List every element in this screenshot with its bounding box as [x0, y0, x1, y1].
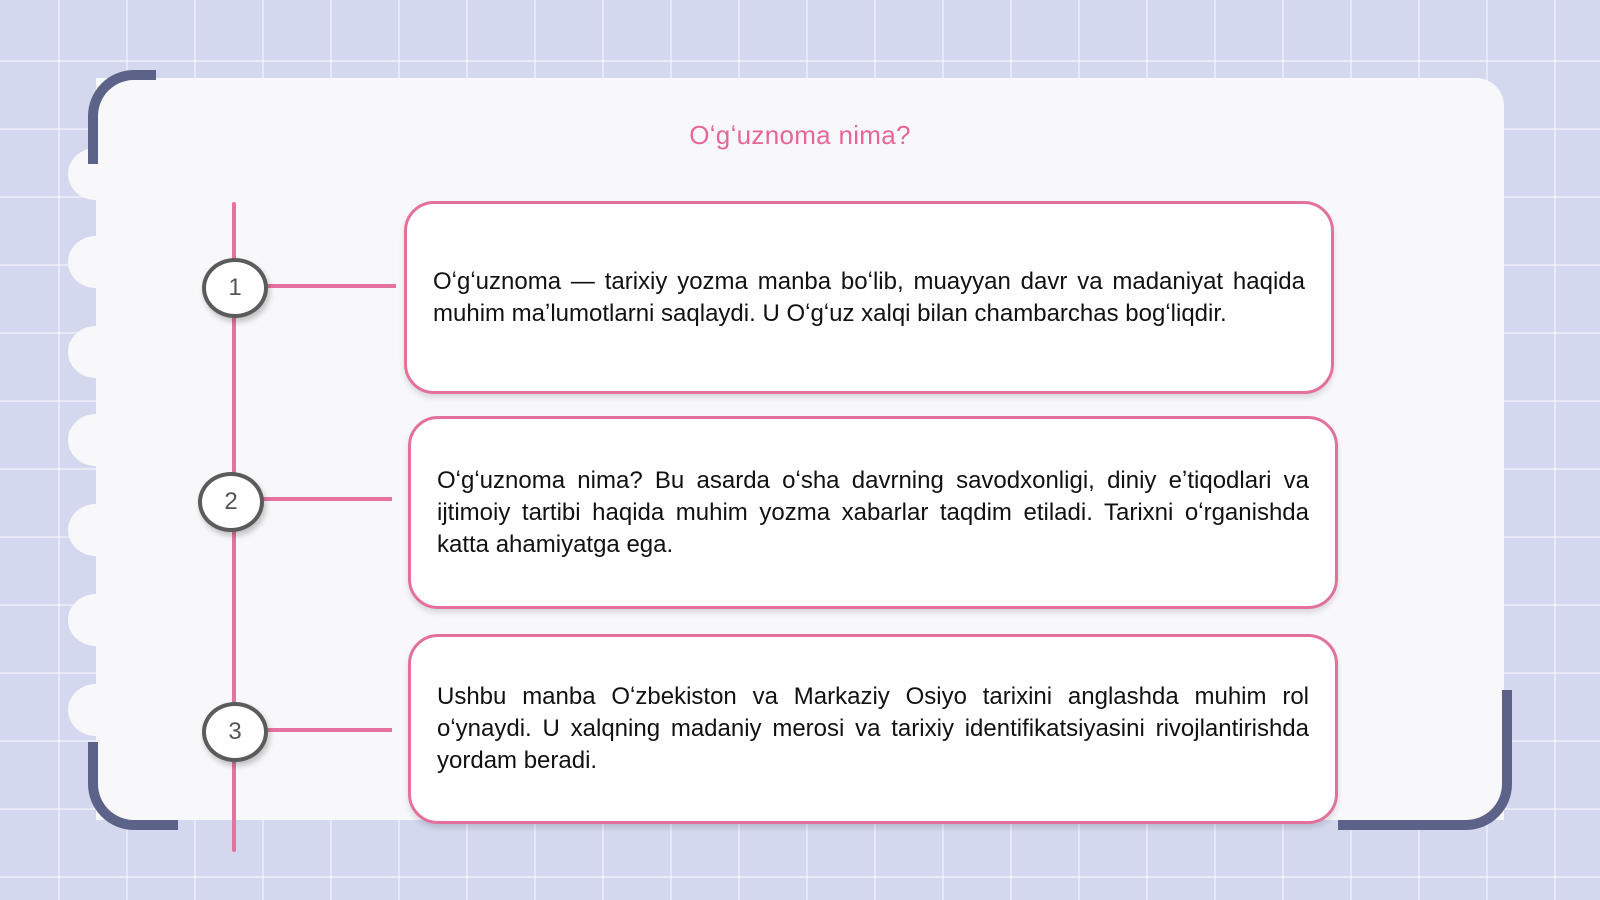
info-text-1: Oʻgʻuznoma — tarixiy yozma manba boʻlib, muayyan davr va madaniyat haqida muhim maʼlumotlarni saqlaydi. U Oʻgʻuz xalqi bilan chambarchas bogʻliqdir. [433, 267, 1305, 327]
info-box-2 [408, 416, 1338, 609]
step-number-1: 1 [202, 258, 268, 318]
info-text-2: Oʻgʻuznoma nima? Bu asarda oʻsha davrning savodxonligi, diniy eʼtiqodlari va ijtimoiy tartibi haqida muhim yozma xabarlar taqdim etiladi. Tarixni oʻrganishda katta ahamiyatga ega. [437, 466, 1309, 558]
timeline-connector [262, 284, 396, 288]
frame-corner-bottom-right [1338, 690, 1512, 830]
frame-corner-bottom-left [88, 742, 178, 830]
info-box-3 [408, 634, 1338, 824]
info-box-1 [404, 201, 1334, 394]
scallop [68, 594, 124, 646]
scallop [68, 504, 124, 556]
scallop [68, 414, 124, 466]
scallop [68, 326, 124, 378]
timeline-connector [262, 728, 392, 732]
scallop [68, 236, 124, 288]
step-number-3: 3 [202, 702, 268, 762]
timeline-connector [258, 497, 392, 501]
info-text-3: Ushbu manba Oʻzbekiston va Markaziy Osiyo tarixini anglashda muhim rol oʻynaydi. U xalqning madaniy merosi va tarixiy identifikatsiyasini rivojlantirishda yordam beradi. [437, 683, 1309, 774]
scallop [68, 684, 124, 736]
step-number-2: 2 [198, 472, 264, 532]
slide-title: Oʻgʻuznoma nima? [689, 120, 911, 150]
